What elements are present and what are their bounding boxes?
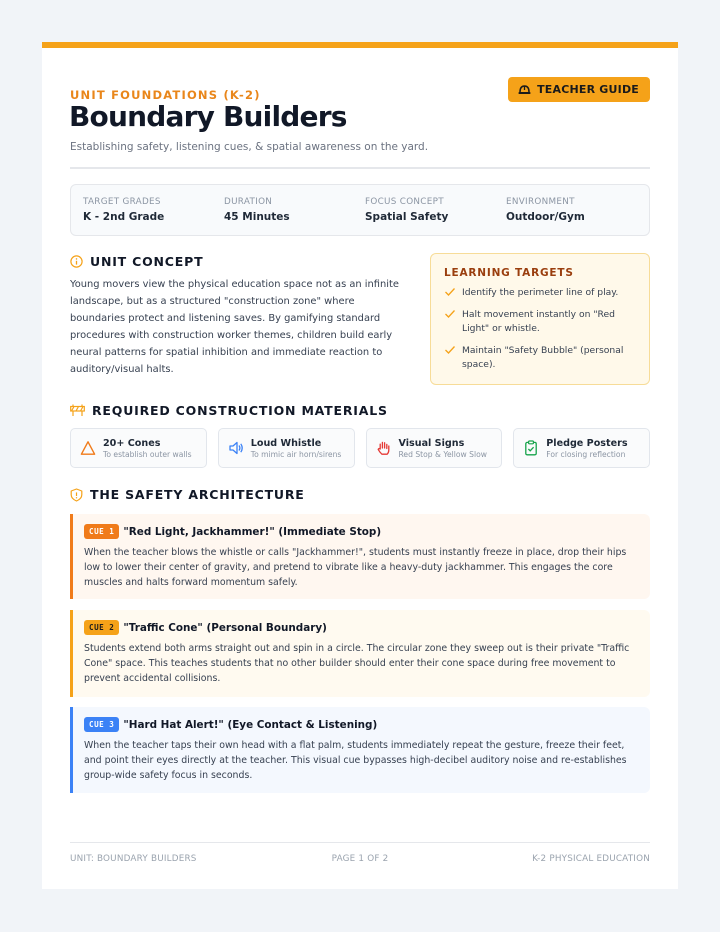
- check-icon: [444, 345, 456, 355]
- unit-meta-box: [70, 184, 650, 236]
- shield-icon: [70, 488, 83, 502]
- materials-title: REQUIRED CONSTRUCTION MATERIALS: [92, 403, 388, 418]
- footer-unit: UNIT: BOUNDARY BUILDERS: [70, 854, 197, 864]
- check-icon: [444, 287, 456, 297]
- learning-targets-box: [430, 253, 650, 385]
- cue-body: Students extend both arms straight out and spin in a circle. The circular zone they sweep out is their private "Traffic Cone" space. This teaches students that no other builder should enter their cone space during free movement to prevent accidental collisions.: [84, 643, 630, 684]
- meta-value: Spatial Safety: [365, 211, 449, 223]
- meta-environment: [506, 197, 647, 235]
- cue-badge: CUE 3: [84, 717, 119, 732]
- meta-label: ENVIRONMENT: [506, 197, 575, 207]
- material-card-whistle: [218, 428, 355, 468]
- hand-icon: [376, 440, 392, 456]
- cue-header: [84, 717, 636, 732]
- barrier-icon: [70, 404, 85, 417]
- meta-label: DURATION: [224, 197, 273, 207]
- footer-page-number: PAGE 1 OF 2: [331, 854, 389, 864]
- safety-heading: [70, 487, 305, 502]
- material-card-signs: [366, 428, 503, 468]
- material-card-posters: [513, 428, 650, 468]
- safety-cue-2: [70, 610, 650, 697]
- safety-cue-1: [70, 514, 650, 599]
- cue-body: When the teacher blows the whistle or calls "Jackhammer!", students must instantly freeze in place, drop their hips low to lower their center of gravity, and pretend to vibrate like a heavy-duty jackhammer. This engages the core muscles and halts forward momentum safely.: [84, 547, 627, 588]
- cone-icon: [80, 440, 96, 456]
- check-icon: [444, 309, 456, 319]
- material-desc: For closing reflection: [546, 449, 626, 459]
- material-name: Loud Whistle: [250, 437, 322, 449]
- learning-target-item: [444, 308, 637, 337]
- learning-target-item: [444, 286, 637, 301]
- teacher-guide-badge: [508, 77, 650, 102]
- footer-course: K-2 PHYSICAL EDUCATION: [532, 854, 650, 864]
- unit-concept-heading: [70, 254, 203, 269]
- meta-target-grades: [83, 197, 224, 235]
- meta-label: TARGET GRADES: [83, 197, 161, 207]
- teacher-guide-label: TEACHER GUIDE: [537, 83, 639, 96]
- speaker-icon: [228, 440, 244, 456]
- cue-header: [84, 524, 636, 539]
- unit-concept-text: Young movers view the physical education space not as an infinite landscape, but as a structured "construction zone" where boundaries protect and listening saves. By gamifying standard procedures with construction worker themes, children build early neural patterns for spatial inhibition and immediate reaction to auditory/visual halts.: [70, 279, 399, 375]
- page-title: Boundary Builders: [69, 100, 347, 133]
- material-text: [399, 438, 487, 459]
- material-card-cones: [70, 428, 207, 468]
- meta-value: 45 Minutes: [224, 211, 290, 223]
- page-subtitle: Establishing safety, listening cues, & spatial awareness on the yard.: [70, 141, 429, 153]
- material-desc: Red Stop & Yellow Slow: [398, 449, 487, 459]
- unit-concept-title: UNIT CONCEPT: [90, 254, 204, 269]
- materials-list: [70, 428, 650, 468]
- meta-value: Outdoor/Gym: [506, 211, 585, 223]
- safety-title: THE SAFETY ARCHITECTURE: [90, 487, 305, 502]
- cue-title: "Hard Hat Alert!" (Eye Contact & Listening): [123, 718, 378, 731]
- material-name: 20+ Cones: [103, 437, 161, 449]
- learning-targets-title: LEARNING TARGETS: [444, 267, 574, 279]
- meta-label: FOCUS CONCEPT: [365, 197, 444, 207]
- meta-duration: [224, 197, 365, 235]
- cue-title: "Red Light, Jackhammer!" (Immediate Stop): [123, 525, 382, 538]
- material-text: [546, 438, 627, 459]
- meta-focus-concept: [365, 197, 506, 235]
- cue-badge: CUE 2: [84, 620, 119, 635]
- learning-target-text: Halt movement instantly on "Red Light" or whistle.: [462, 308, 615, 334]
- meta-value: K - 2nd Grade: [83, 211, 165, 223]
- cue-title: "Traffic Cone" (Personal Boundary): [123, 621, 327, 634]
- material-desc: To mimic air horn/sirens: [250, 449, 342, 459]
- clipboard-icon: [523, 440, 539, 456]
- material-name: Visual Signs: [398, 437, 465, 449]
- learning-target-text: Identify the perimeter line of play.: [462, 287, 619, 298]
- info-icon: [70, 255, 83, 268]
- cue-header: [84, 620, 636, 635]
- cue-body: When the teacher taps their own head with a flat palm, students immediately repeat the gesture, freeze their feet, and point their eyes directly at the teacher. This visual cue bypasses high-decibel auditory noise and re-establishes group-wide safety focus in seconds.: [84, 740, 627, 781]
- footer-divider: [70, 842, 650, 843]
- learning-target-item: [444, 344, 637, 373]
- material-text: [103, 438, 192, 459]
- materials-heading: [70, 403, 388, 418]
- document-page: [42, 42, 678, 889]
- material-text: [251, 438, 342, 459]
- unit-kicker: UNIT FOUNDATIONS (K-2): [70, 88, 261, 102]
- title-divider: [70, 167, 650, 169]
- safety-cue-3: [70, 707, 650, 793]
- learning-target-text: Maintain "Safety Bubble" (personal space).: [462, 344, 624, 370]
- hard-hat-icon: [518, 84, 531, 95]
- material-desc: To establish outer walls: [103, 449, 192, 459]
- material-name: Pledge Posters: [546, 437, 628, 449]
- cue-badge: CUE 1: [84, 524, 119, 539]
